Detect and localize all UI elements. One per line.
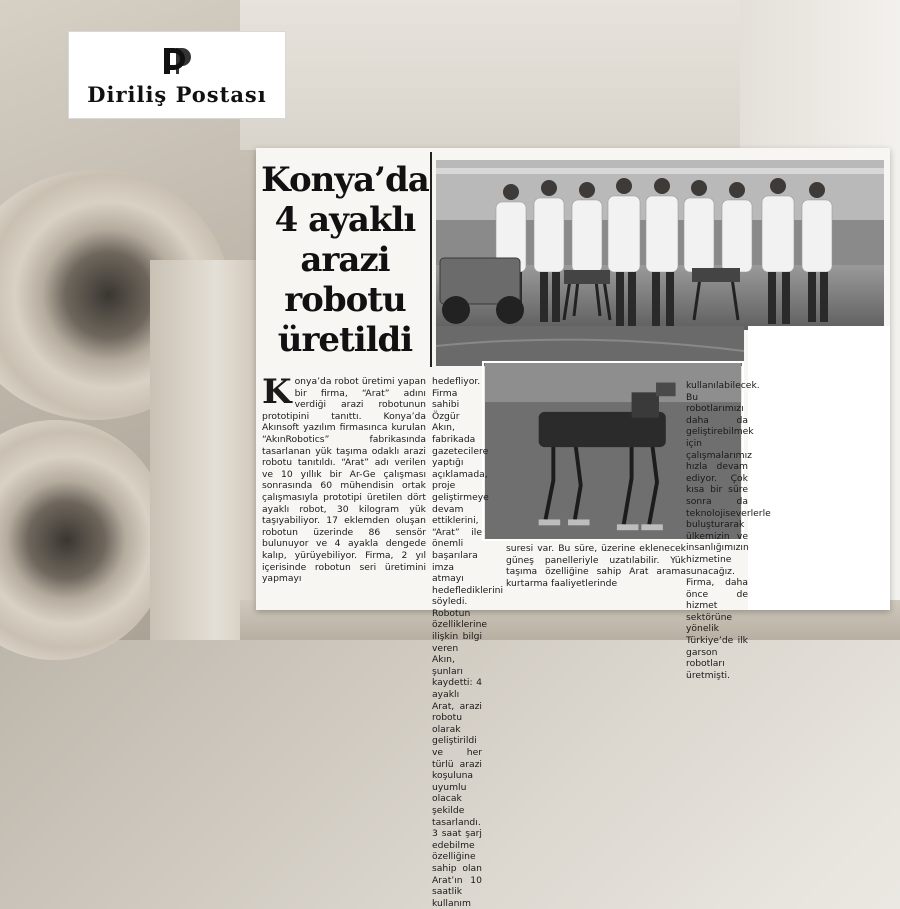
team-photo-floor <box>436 326 744 366</box>
newspaper-logo <box>68 31 286 119</box>
newspaper-name: Diriliş Postası <box>87 81 267 107</box>
article-column-3 <box>506 543 686 589</box>
article-text: onya’da robot üretimi yapan bir firma, “Arat” adını verdiği arazi robotunun prototipini tanıttı. Konya’da Akınsoft yazılım firmasınca kurulan “AkınRobotics” fabrikasında tasarlanan yük taşıma odaklı arazi robotu tanıtıldı. “Arat” adı verilen ve 10 yıllık bir Ar-Ge çalışması sonrasında 60 mühendisin ortak çalışmasıyla prototipi üretilen dört ayaklı robot, 30 kilogram yük taşıyabiliyor. 17 eklemden oluşan robotun üzerinde 86 sensör bulunuyor ve 4 ayakla dengede kalıp, yürüyebiliyor. Firma, 2 yıl içerisinde robotun seri üretimini yapmayı <box>262 376 426 585</box>
team-photo <box>436 160 884 330</box>
article-text: suresi var. Bu süre, üzerine eklenecek güneş panelleriyle uzatılabilir. Yük taşıma özelliğine sahip Arat arama kurtarma faaliyetlerinde <box>506 543 686 589</box>
headline-box <box>260 152 432 367</box>
article-column-4 <box>686 380 771 681</box>
headline-line: üretildi <box>277 319 413 360</box>
headline <box>261 160 429 360</box>
headline-line: 4 ayaklı <box>274 199 416 240</box>
article-text: hedefliyor. Firma sahibi Özgür Akın, fabrikada gazetecilere yaptığı açıklamada, proje geliştirmeye devam ettiklerini, “Arat” ile önemli başarılara imza atmayı hedeflediklerini söyledi. Robotun özelliklerine ilişkin bilgi veren Akın, şunları kaydetti: 4 ayaklı Arat, arazi robotu olarak geliştirildi ve her türlü arazi koşuluna uyumlu olacak şekilde tasarlandı. 3 saat şarj edebilme özelliğine sahip olan Arat’ın 10 saatlik kullanım <box>432 376 504 909</box>
headline-line: arazi <box>300 239 390 280</box>
newspaper-clipping <box>256 148 890 909</box>
article-column-2 <box>432 376 504 909</box>
article-column-1 <box>262 372 426 585</box>
blank-area <box>748 326 890 610</box>
article-text: kullanılabilecek. Bu robotlarımızı daha da geliştirebilmek için çalışmalarımız hızla devam ediyor. Çok kısa bir süre sonra da teknolojiseverlerle buluşturarak ülkemizin ve insanlığımızın hizmetine sunacağız. Firma, daha önce de hizmet sektörüne yönelik Türkiye’de ilk garson robotları üretmişti. <box>686 380 771 681</box>
dp-logo-icon <box>160 44 194 78</box>
headline-line: robotu <box>284 279 406 320</box>
headline-line: Konya’da <box>261 159 429 200</box>
drop-cap: K <box>262 372 292 412</box>
